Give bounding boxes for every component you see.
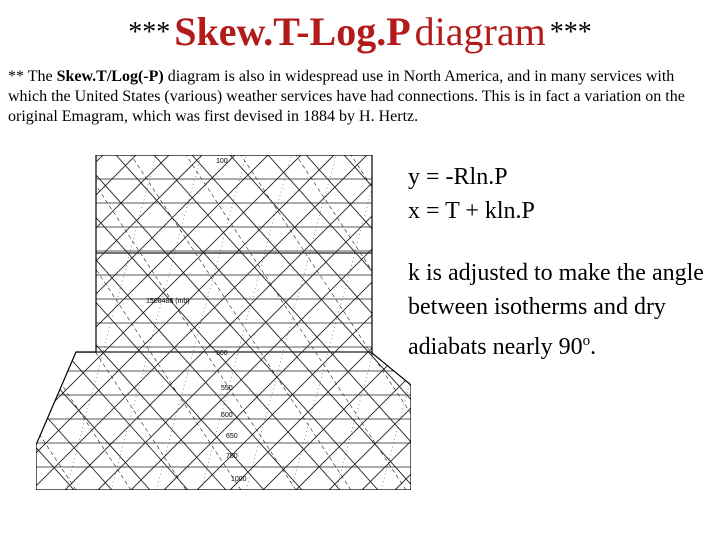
isotherm-line <box>36 155 301 490</box>
moist-adiabat-line <box>36 155 76 490</box>
dry-adiabat-line <box>268 155 411 490</box>
pressure-label: 100 <box>216 158 228 165</box>
mixing-ratio-line <box>246 155 336 490</box>
skewt-diagram-figure <box>36 155 411 490</box>
degree-symbol: o <box>582 333 591 349</box>
dry-adiabat-line <box>306 155 411 490</box>
pressure-label: 500 <box>216 350 228 357</box>
dry-adiabat-line <box>36 155 226 490</box>
pressure-label: 550 <box>221 385 233 392</box>
skewt-diagram-svg <box>36 155 411 490</box>
title-diagram: diagram <box>414 9 546 54</box>
note-body: k is adjusted to make the angle between isotherms and dry adiabats nearly 90 <box>408 260 704 360</box>
moist-adiabat-line <box>131 155 351 490</box>
intro-term: Skew.T/Log(-P) <box>56 68 164 85</box>
pressure-label: 600 <box>221 412 233 419</box>
isotherm-line <box>362 155 411 490</box>
title-stars-right: *** <box>549 17 592 48</box>
isotherm-line <box>263 155 411 490</box>
pressure-label: 700 <box>226 453 238 460</box>
diagram-labels <box>146 158 247 483</box>
moist-adiabat-line <box>36 155 186 490</box>
dry-adiabat-line <box>36 155 188 490</box>
note-text <box>408 256 708 364</box>
pressure-label: 650 <box>226 433 238 440</box>
intro-paragraph <box>8 67 714 127</box>
dry-adiabat-line <box>344 155 411 490</box>
diagram-label: 1508485 (mb) <box>146 298 190 305</box>
equation-y: y = -Rln.P <box>408 164 508 190</box>
isotherm-line <box>36 155 235 490</box>
moist-adiabat-line <box>76 155 296 490</box>
mixing-ratio-line <box>381 155 411 490</box>
equation-x: x = T + kln.P <box>408 198 535 224</box>
note-end: . <box>590 334 597 360</box>
isotherm-line <box>36 155 70 490</box>
dry-adiabat-line <box>40 155 340 490</box>
isotherm-line <box>36 155 103 490</box>
page-title <box>0 8 720 55</box>
isotherm-line <box>36 155 367 490</box>
mixing-ratio-line <box>201 155 291 490</box>
dry-adiabat-line <box>36 155 74 490</box>
pressure-label: 1000 <box>231 476 247 483</box>
dry-adiabat-line <box>116 155 411 490</box>
intro-lead: ** The <box>8 68 57 85</box>
title-stars-left: *** <box>128 17 171 48</box>
moist-adiabat-line <box>351 155 411 490</box>
diagram-outline <box>36 155 411 490</box>
dry-adiabat-line <box>192 155 411 490</box>
equations <box>408 160 535 228</box>
moist-adiabat-line <box>36 155 131 490</box>
mixing-ratio-line <box>111 155 201 490</box>
isotherm-line <box>329 155 411 490</box>
isotherm-line <box>131 155 411 490</box>
dry-adiabat-line <box>36 155 302 490</box>
diagram-grid <box>36 155 411 490</box>
isotherm-line <box>164 155 411 490</box>
intro-text: diagram is also in widespread use in North America, and in many services with which the United States (various) weather services have had connections. This is in fact a variation on the original Emagram, which was first devised in 1884 by H. Hertz. <box>8 68 685 125</box>
dry-adiabat-line <box>382 155 411 490</box>
isotherm-line <box>36 155 37 490</box>
title-skewt-logp: Skew.T-Log.P <box>174 9 411 54</box>
isotherm-line <box>36 155 169 490</box>
isotherm-line <box>36 155 136 490</box>
mixing-ratio-line <box>336 155 411 490</box>
